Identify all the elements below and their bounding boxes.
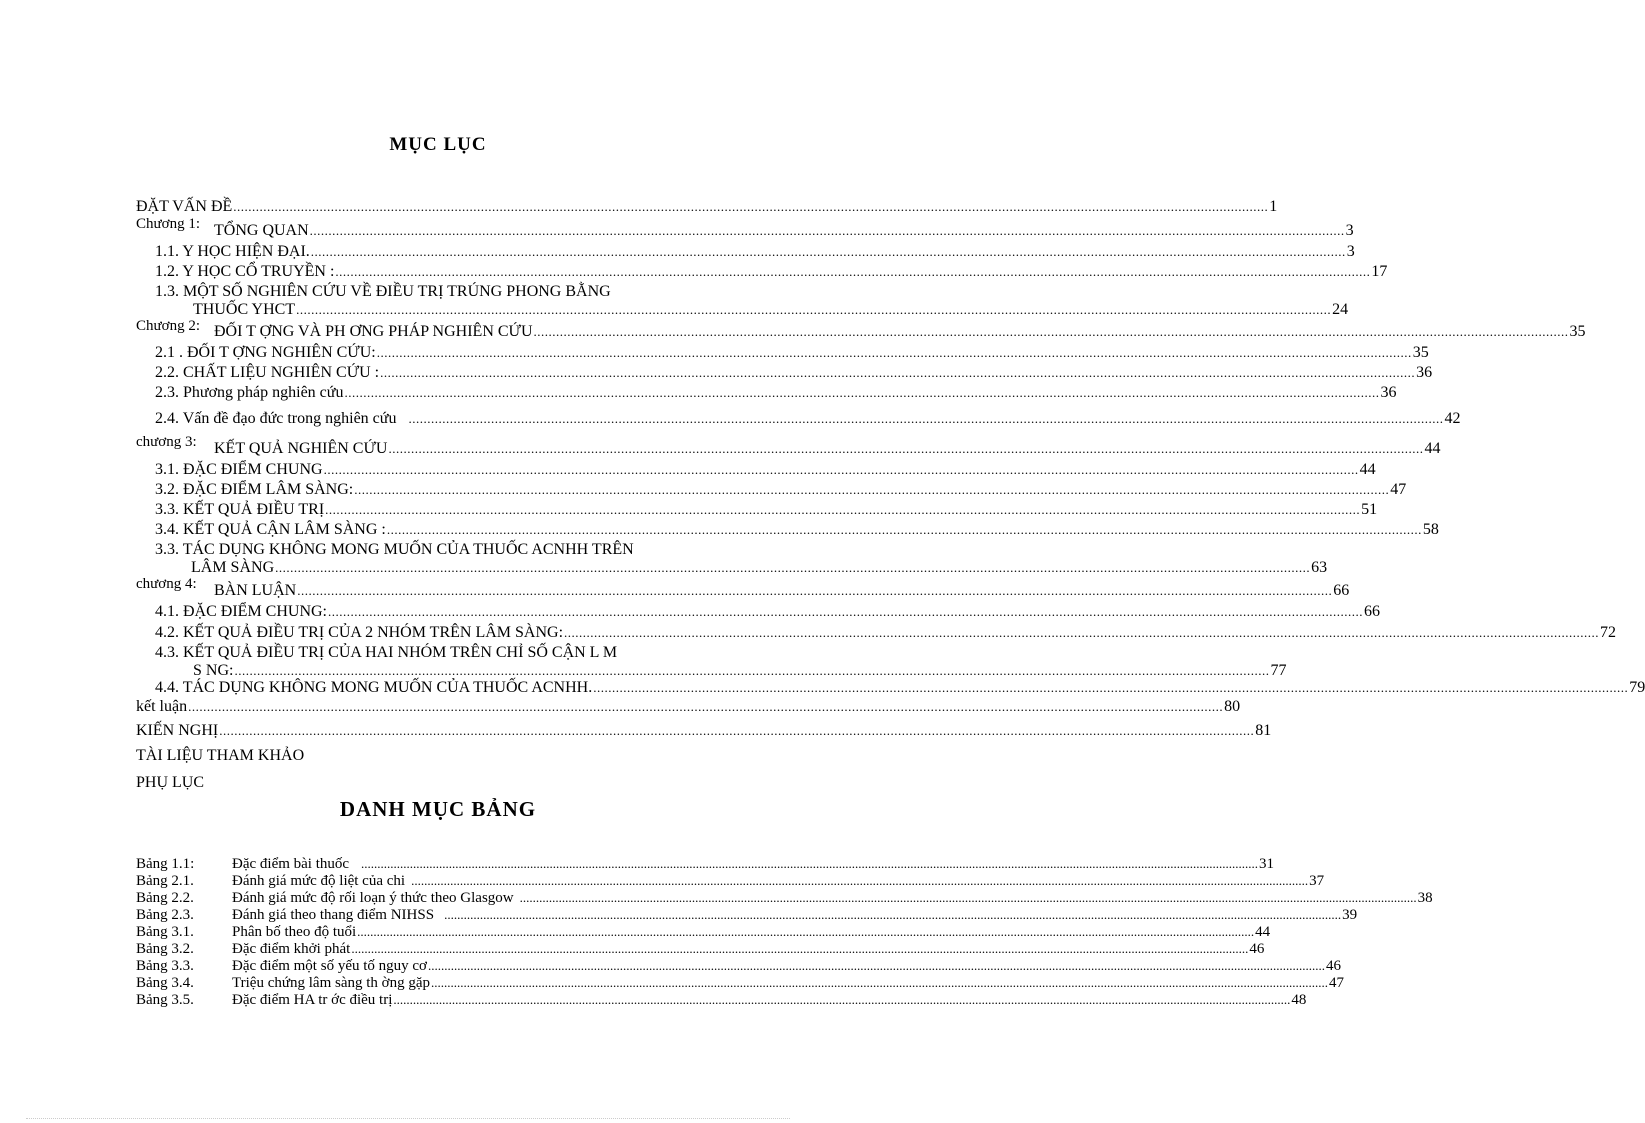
table-entry: [136, 975, 1344, 991]
table-entry: [136, 907, 1358, 923]
toc-entry-label: 2.1 . ĐỐI T ỢNG NGHIÊN CỨU:: [155, 344, 376, 361]
leader-dots: [344, 384, 1379, 402]
leader-dots: [377, 344, 1412, 362]
toc-entry-label: 3.3. KẾT QUẢ ĐIỀU TRỊ: [155, 501, 325, 518]
table-code: Bảng 3.2.: [136, 941, 194, 957]
toc-entry-page: 44: [1424, 440, 1441, 457]
toc-entry-label-cont: THUỐC YHCT: [193, 301, 296, 318]
table-code: Bảng 2.3.: [136, 907, 194, 923]
leader-dots: [593, 679, 1628, 697]
toc-entry-page: 42: [1444, 410, 1461, 427]
toc-entry-page: 3: [1345, 222, 1354, 239]
leader-dots: [275, 559, 1310, 577]
table-entry: [136, 941, 1265, 957]
toc-entry: [214, 582, 1350, 600]
toc-entry-page: 24: [1332, 301, 1349, 318]
toc-entry-label: 4.3. KẾT QUẢ ĐIỀU TRỊ CỦA HAI NHÓM TRÊN CHỈ SỐ CẬN L M: [155, 644, 618, 661]
tables-title: DANH MỤC BẢNG: [339, 797, 537, 821]
toc-entry-label: 3.3. TÁC DỤNG KHÔNG MONG MUỐN CỦA THUỐC ACNHH TRÊN: [155, 541, 634, 558]
toc-entry-page: 79: [1629, 679, 1645, 696]
table-entry: [136, 992, 1307, 1008]
toc-entry: [155, 384, 1397, 402]
leader-dots: [219, 722, 1254, 740]
toc-entry-label: PHỤ LỤC: [136, 774, 205, 791]
leader-dots: [324, 461, 1359, 479]
toc-entry-page: 66: [1333, 582, 1350, 599]
toc-entry: [155, 521, 1439, 539]
leader-dots: [297, 582, 1332, 600]
chapter-prefix: chương 4:: [136, 576, 197, 592]
toc-entry: [155, 243, 1355, 261]
toc-entry: [214, 323, 1586, 341]
toc-entry-page: 35: [1412, 344, 1429, 361]
table-entry: [136, 856, 1275, 872]
toc-entry-label: 3.2. ĐẶC ĐIỂM LÂM SÀNG:: [155, 481, 354, 498]
toc-entry-label-cont: LÂM SÀNG: [191, 559, 275, 576]
leader-dots: [393, 992, 1290, 1008]
leader-dots: [361, 856, 1258, 872]
toc-entry-label: 2.2. CHẤT LIỆU NGHIÊN CỨU :: [155, 364, 380, 381]
table-name: Đánh giá theo thang điểm NIHSS: [232, 907, 435, 923]
table-code: Bảng 3.5.: [136, 992, 194, 1008]
toc-entry: [136, 198, 1278, 216]
leader-dots: [234, 662, 1269, 680]
toc-entry-label: TÀI LIỆU THAM KHẢO: [136, 747, 305, 764]
table-entry: [136, 890, 1433, 906]
leader-dots: [428, 958, 1325, 974]
table-page: 46: [1325, 958, 1341, 974]
toc-entry: [155, 283, 1349, 319]
toc-entry-page: 47: [1390, 481, 1407, 498]
table-page: 46: [1249, 941, 1265, 957]
leader-dots: [444, 907, 1341, 923]
table-name: Đặc điểm một số yếu tố nguy cơ: [232, 958, 427, 974]
leader-dots: [387, 521, 1422, 539]
toc-entry-label-cont: S NG:: [193, 662, 234, 679]
chapter-prefix: chương 3:: [136, 434, 197, 450]
toc-entry-label: KẾT QUẢ NGHIÊN CỨU: [214, 440, 388, 457]
toc-entry: [136, 722, 1272, 740]
toc-entry-page: 36: [1416, 364, 1433, 381]
leader-dots: [354, 481, 1389, 499]
table-page: 38: [1417, 890, 1433, 906]
toc-entry-label: 1.2. Y HỌC CỔ TRUYỀN :: [155, 263, 335, 280]
toc-entry: [155, 481, 1407, 499]
toc-entry-page: 58: [1422, 521, 1439, 538]
leader-dots: [388, 440, 1423, 458]
leader-dots: [411, 873, 1308, 889]
toc-title: MỤC LỤC: [389, 134, 487, 155]
table-name: Đặc điểm bài thuốc: [232, 856, 350, 872]
table-entry: [136, 924, 1271, 940]
leader-dots: [311, 243, 1346, 261]
leader-dots: [351, 941, 1248, 957]
leader-dots: [357, 924, 1254, 940]
toc-entry-page: 35: [1569, 323, 1586, 340]
chapter-prefix: Chương 2:: [136, 318, 200, 334]
toc-entry: [155, 461, 1376, 479]
toc-entry-label: 4.4. TÁC DỤNG KHÔNG MONG MUỐN CỦA THUỐC ACNHH.: [155, 679, 593, 696]
toc-entry-page: 51: [1361, 501, 1378, 518]
table-entry: [136, 958, 1341, 974]
toc-entry: [155, 501, 1378, 519]
toc-entry-label: ĐỐI T ỢNG VÀ PH ƠNG PHÁP NGHIÊN CỨU: [214, 323, 533, 340]
toc-entry-label: 2.4. Vấn đề đạo đức trong nghiên cứu: [155, 410, 397, 427]
leader-dots: [296, 301, 1331, 319]
leader-dots: [408, 410, 1443, 428]
leader-dots: [520, 890, 1417, 906]
table-name: Đánh giá mức độ rối loạn ý thức theo Glasgow: [232, 890, 514, 906]
toc-entry-page: 36: [1380, 384, 1397, 401]
toc-entry-page: 3: [1346, 243, 1355, 260]
table-name: Đặc điểm HA tr ớc điều trị: [232, 992, 393, 1008]
leader-dots: [233, 198, 1268, 216]
toc-entry-label: 4.2. KẾT QUẢ ĐIỀU TRỊ CỦA 2 NHÓM TRÊN LÂM SÀNG:: [155, 624, 564, 641]
leader-dots: [325, 501, 1360, 519]
table-entry: [136, 873, 1325, 889]
toc-entry-label: 1.1. Y HỌC HIỆN ĐẠI.: [155, 243, 310, 260]
toc-entry-page: 1: [1269, 198, 1278, 215]
toc-entry-label: ĐẶT VẤN ĐỀ: [136, 198, 233, 215]
table-page: 44: [1255, 924, 1271, 940]
toc-entry: [155, 541, 1328, 577]
table-code: Bảng 2.1.: [136, 873, 194, 889]
toc-entry-label: KIẾN NGHỊ: [136, 722, 219, 739]
toc-entry: [214, 222, 1354, 240]
toc-entry-label: 4.1. ĐẶC ĐIỂM CHUNG:: [155, 603, 327, 620]
toc-entry: [155, 679, 1645, 697]
leader-dots: [431, 975, 1328, 991]
table-page: 31: [1259, 856, 1275, 872]
table-code: Bảng 3.3.: [136, 958, 194, 974]
leader-dots: [335, 263, 1370, 281]
toc-entry-label: kết luận: [136, 698, 188, 715]
chapter-prefix: Chương 1:: [136, 216, 200, 232]
toc-entry-label: 2.3. Phương pháp nghiên cứu: [155, 384, 344, 401]
leader-dots: [328, 603, 1363, 621]
toc-entry: [155, 364, 1433, 382]
table-name: Đánh giá mức độ liệt của chi: [232, 873, 406, 889]
toc-entry-page: 44: [1359, 461, 1376, 478]
leader-dots: [310, 222, 1345, 240]
page-bottom-divider: [26, 1118, 790, 1119]
toc-entry-page: 80: [1224, 698, 1241, 715]
toc-entry-page: 17: [1371, 263, 1388, 280]
leader-dots: [188, 698, 1223, 716]
toc-entry: [155, 410, 1461, 428]
toc-entry-label: BÀN LUẬN: [214, 582, 297, 599]
toc-entry-page: 81: [1255, 722, 1272, 739]
table-page: 37: [1309, 873, 1325, 889]
table-name: Phân bố theo độ tuổi: [232, 924, 357, 940]
toc-entry-label: 3.4. KẾT QUẢ CẬN LÂM SÀNG :: [155, 521, 386, 538]
toc-entry-page: 77: [1270, 662, 1287, 679]
table-code: Bảng 1.1:: [136, 856, 195, 872]
toc-entry: [155, 344, 1429, 362]
toc-entry: [155, 263, 1388, 281]
table-code: Bảng 2.2.: [136, 890, 194, 906]
toc-entry: [136, 698, 1241, 716]
toc-entry-label: TỔNG QUAN: [214, 222, 309, 239]
toc-entry-label: 3.1. ĐẶC ĐIỂM CHUNG: [155, 461, 323, 478]
leader-dots: [564, 624, 1599, 642]
leader-dots: [380, 364, 1415, 382]
toc-entry-page: 63: [1311, 559, 1328, 576]
table-page: 48: [1291, 992, 1307, 1008]
table-name: Đặc điểm khởi phát: [232, 941, 351, 957]
table-name: Triệu chứng lâm sàng th ờng gặp: [232, 975, 430, 991]
table-code: Bảng 3.4.: [136, 975, 194, 991]
toc-entry: [155, 603, 1380, 621]
table-code: Bảng 3.1.: [136, 924, 194, 940]
leader-dots: [534, 323, 1569, 341]
toc-entry: [214, 440, 1441, 458]
table-page: 47: [1329, 975, 1344, 991]
table-page: 39: [1342, 907, 1358, 923]
toc-entry-label: 1.3. MỘT SỐ NGHIÊN CỨU VỀ ĐIỀU TRỊ TRÚNG PHONG BẰNG: [155, 283, 611, 300]
toc-entry: [155, 644, 1287, 680]
toc-entry-page: 72: [1600, 624, 1617, 641]
toc-entry-page: 66: [1364, 603, 1380, 620]
toc-entry: [155, 624, 1617, 642]
